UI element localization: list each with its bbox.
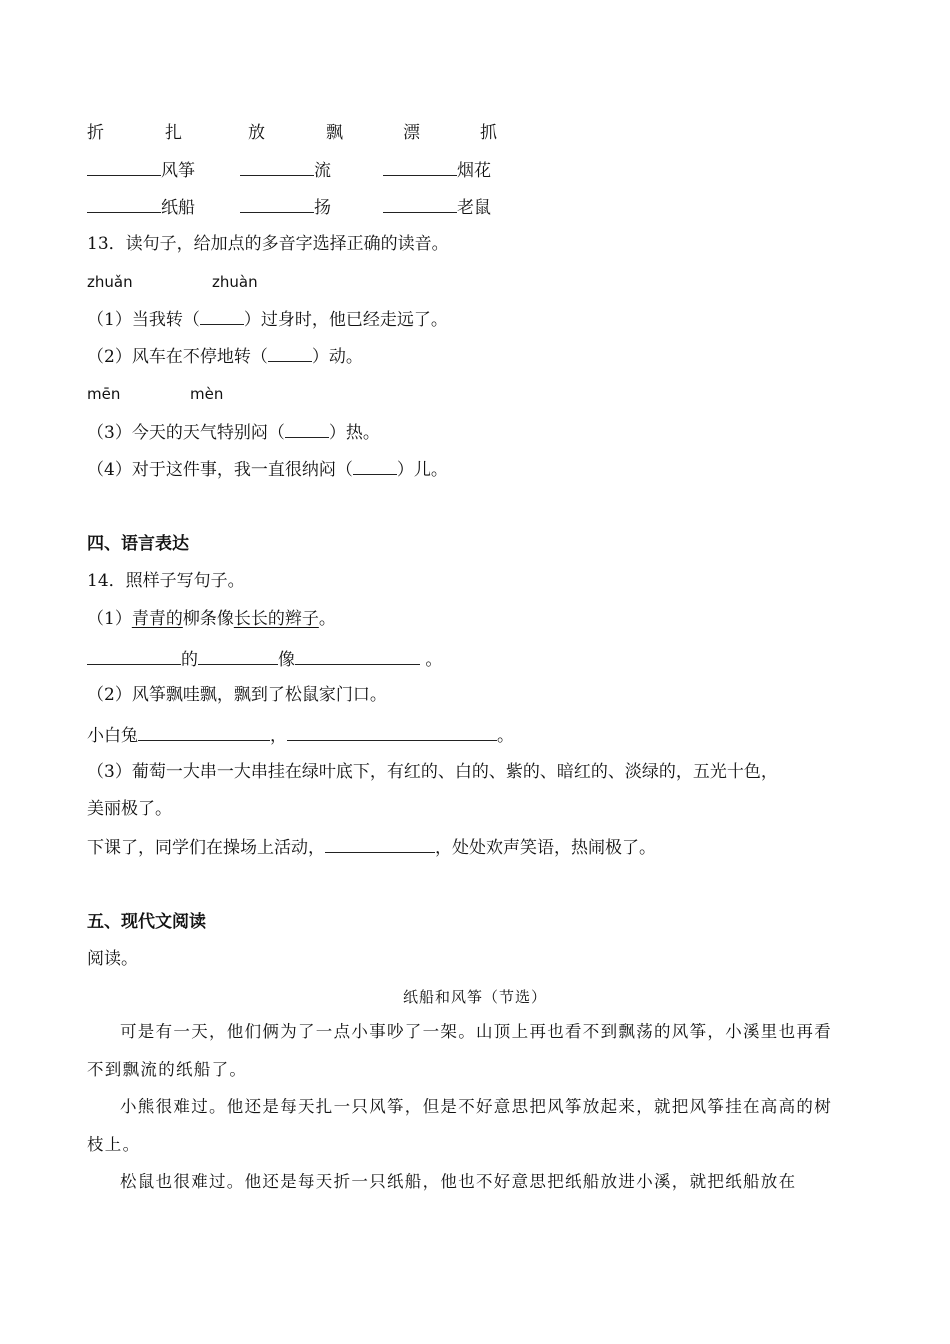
- q14-fill-3: [87, 835, 656, 860]
- sentence-text: （2）风车在不停地转（: [87, 347, 268, 367]
- answer-blank[interactable]: [87, 195, 161, 213]
- section-heading: 五、现代文阅读: [87, 912, 206, 932]
- q13-sentence-2: [87, 344, 363, 369]
- answer-blank[interactable]: [240, 158, 314, 176]
- sentence-text: ）动。: [311, 347, 363, 367]
- answer-blank[interactable]: [353, 457, 397, 475]
- answer-blank[interactable]: [200, 307, 244, 325]
- paragraph-text: 小熊很难过。他还是每天扎一只风筝，但是不好意思把风筝放起来，就把风筝挂在高高的树枝上。: [87, 1097, 832, 1154]
- q14-stem: 14．照样子写句子。: [87, 571, 245, 591]
- answer-blank[interactable]: [383, 158, 457, 176]
- answer-blank[interactable]: [268, 344, 312, 362]
- answer-blank[interactable]: [295, 647, 420, 665]
- pair-word: 流: [314, 161, 331, 181]
- pinyin-option: mēn: [87, 385, 121, 403]
- q14-example-2: （2）风筝飘哇飘，飘到了松鼠家门口。: [87, 685, 387, 705]
- pair-row-1b: [240, 158, 331, 183]
- sentence-text: ）过身时，他已经走远了。: [243, 310, 448, 330]
- section-heading: 四、语言表达: [87, 534, 189, 554]
- passage-title: 纸船和风筝（节选）: [402, 988, 547, 1006]
- sentence-text: ）热。: [328, 423, 380, 443]
- answer-blank[interactable]: [138, 723, 270, 741]
- sentence-text: ）儿。: [396, 460, 448, 480]
- q13-sentence-4: [87, 457, 448, 482]
- underlined-phrase: 长长的辫子: [233, 609, 319, 629]
- pinyin-option: mèn: [190, 385, 224, 403]
- answer-blank[interactable]: [287, 723, 497, 741]
- answer-blank[interactable]: [240, 195, 314, 213]
- sentence-text: 。: [420, 650, 443, 670]
- underlined-phrase: 青青的: [131, 609, 183, 629]
- pair-word: 扬: [314, 198, 331, 218]
- q13-sentence-3: [87, 420, 380, 445]
- q13-stem: 13．读句子，给加点的多音字选择正确的读音。: [87, 234, 449, 254]
- q13-sentence-1: [87, 307, 448, 332]
- pair-row-2b: [240, 195, 331, 220]
- verb-5: 漂: [403, 123, 420, 143]
- sentence-text: ，: [270, 726, 287, 746]
- answer-blank[interactable]: [285, 420, 329, 438]
- q14-fill-1: [87, 647, 442, 672]
- pair-row-1c: [383, 158, 491, 183]
- pair-word: 老鼠: [457, 198, 491, 218]
- reading-intro: 阅读。: [87, 949, 138, 969]
- answer-blank[interactable]: [198, 647, 278, 665]
- sentence-text: 。: [497, 726, 514, 746]
- passage-paragraph-3: [87, 1163, 847, 1201]
- q14-fill-2: [87, 723, 514, 748]
- paragraph-text: 松鼠也很难过。他还是每天折一只纸船，他也不好意思把纸船放进小溪，就把纸船放在: [120, 1172, 797, 1191]
- sentence-text: （3）今天的天气特别闷（: [87, 423, 285, 443]
- answer-blank[interactable]: [87, 158, 161, 176]
- pair-row-2c: [383, 195, 491, 220]
- sentence-text: ，处处欢声笑语，热闹极了。: [435, 838, 656, 858]
- sentence-text: 像: [278, 650, 295, 670]
- sentence-text: （1）: [87, 609, 132, 629]
- verb-4: 飘: [326, 123, 343, 143]
- sentence-text: （1）当我转（: [87, 310, 200, 330]
- sentence-text: 小白兔: [87, 726, 138, 746]
- q14-example-1: [87, 607, 336, 631]
- passage-paragraph-1: [87, 1013, 847, 1089]
- q14-example-3-line1: （3）葡萄一大串一大串挂在绿叶底下，有红的、白的、紫的、暗红的、淡绿的，五光十色，: [87, 762, 778, 782]
- paragraph-text: 可是有一天，他们俩为了一点小事吵了一架。山顶上再也看不到飘荡的风筝，小溪里也再看不到飘流的纸船了。: [87, 1022, 832, 1079]
- pair-word: 风筝: [161, 161, 195, 181]
- verb-1: 折: [87, 123, 104, 143]
- passage-paragraph-2: [87, 1088, 847, 1164]
- answer-blank[interactable]: [325, 835, 435, 853]
- sentence-text: 。: [318, 609, 336, 629]
- verb-6: 抓: [480, 123, 497, 143]
- pair-word: 烟花: [457, 161, 491, 181]
- verb-3: 放: [248, 123, 265, 143]
- answer-blank[interactable]: [383, 195, 457, 213]
- pinyin-option: zhuàn: [212, 273, 258, 291]
- q14-example-3-line2: 美丽极了。: [87, 799, 172, 819]
- sentence-text: （4）对于这件事，我一直很纳闷（: [87, 460, 353, 480]
- pair-word: 纸船: [161, 198, 195, 218]
- sentence-text: 的: [181, 650, 198, 670]
- pair-row-2: [87, 195, 195, 220]
- sentence-text: 柳条像: [182, 609, 234, 629]
- sentence-text: 下课了，同学们在操场上活动，: [87, 838, 325, 858]
- pair-row-1: [87, 158, 195, 183]
- verb-2: 扎: [165, 123, 182, 143]
- answer-blank[interactable]: [87, 647, 181, 665]
- pinyin-option: zhuǎn: [87, 273, 133, 291]
